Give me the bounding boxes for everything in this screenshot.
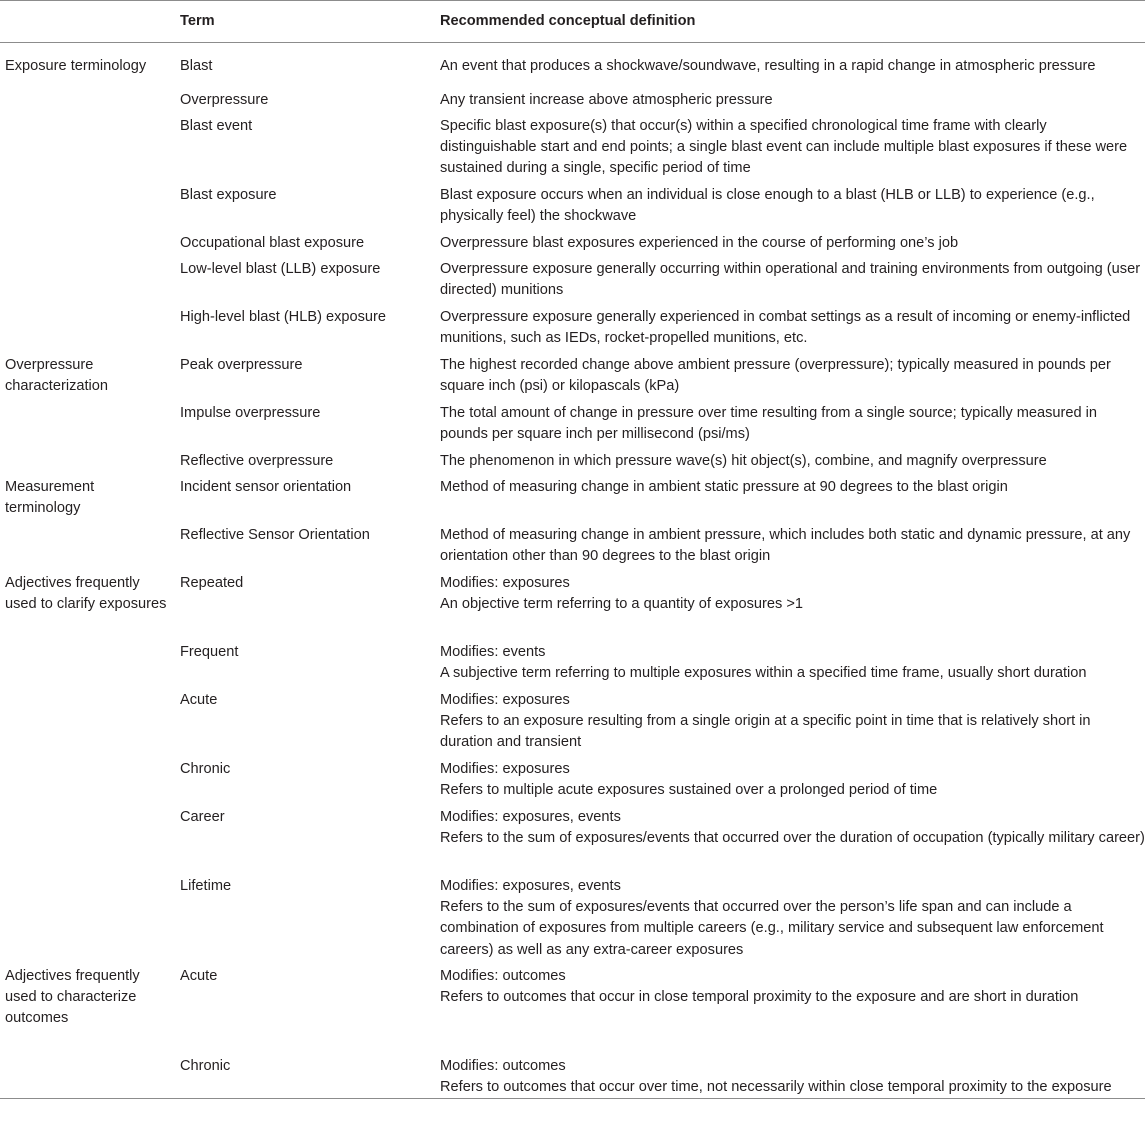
category-cell: Overpressure characterization [5, 356, 109, 394]
term-cell: Blast [180, 58, 213, 74]
table-row [0, 451, 1145, 477]
table-row [0, 90, 1145, 116]
term-cell: Low-level blast (LLB) exposure [180, 260, 381, 277]
term-cell: Chronic [180, 760, 231, 777]
definition-cell: Method of measuring change in ambient static pressure at 90 degrees to the blast origin [440, 478, 1008, 495]
header-definition: Recommended conceptual definition [440, 12, 696, 29]
term-cell: Blast event [180, 117, 253, 134]
category-cell [0, 525, 174, 573]
table-row [0, 307, 1145, 355]
table-row [0, 116, 1145, 185]
definition-cell: Method of measuring change in ambient pressure, which includes both static and dynamic pressure, at any orientation other than 90 degrees to the blast origin [440, 526, 1131, 564]
term-cell: Reflective Sensor Orientation [180, 526, 370, 543]
table-row [0, 233, 1145, 259]
category-cell: Exposure terminology [5, 58, 147, 74]
definition-cell: Modifies: exposures Refers to multiple acute exposures sustained over a prolonged period of time [440, 760, 938, 798]
definition-cell: The phenomenon in which pressure wave(s) hit object(s), combine, and magnify overpressure [440, 452, 1047, 469]
table-row [0, 403, 1145, 451]
category-cell: Adjectives frequently used to characterize outcomes [5, 967, 140, 1027]
term-cell: Acute [180, 691, 218, 708]
category-cell: Measurement terminology [5, 478, 95, 516]
definition-cell: Any transient increase above atmospheric pressure [440, 91, 773, 108]
table-row [0, 876, 1145, 966]
category-cell [0, 403, 174, 451]
definition-cell: Modifies: events A subjective term referring to multiple exposures within a specified time frame, usually short duration [440, 643, 1087, 681]
category-cell [0, 690, 174, 759]
header-term: Term [180, 12, 215, 29]
term-cell: Blast exposure [180, 186, 277, 203]
definition-cell: Blast exposure occurs when an individual is close enough to a blast (HLB or LLB) to experience (e.g., physically feel) the shockwave [440, 186, 1095, 224]
category-cell [0, 1056, 174, 1099]
table-row [0, 642, 1145, 690]
definition-cell: The highest recorded change above ambient pressure (overpressure); typically measured in pounds per square inch (psi) or kilopascals (kPa) [440, 356, 1111, 394]
category-cell [0, 876, 174, 966]
term-cell: Acute [180, 967, 218, 984]
category-cell [0, 307, 174, 355]
category-cell [0, 807, 174, 876]
definition-cell: Overpressure blast exposures experienced in the course of performing one’s job [440, 234, 959, 251]
table-row [0, 759, 1145, 807]
table-row [0, 259, 1145, 307]
table-body [0, 43, 1145, 1099]
definition-cell: Modifies: outcomes Refers to outcomes that occur over time, not necessarily within close temporal proximity to the exposure [440, 1057, 1112, 1095]
definition-cell: Overpressure exposure generally experienced in combat settings as a result of incoming or enemy-inflicted munitions, such as IEDs, rocket-propelled munitions, etc. [440, 308, 1131, 346]
table-row [0, 966, 1145, 1056]
table-row [0, 185, 1145, 233]
category-cell [0, 233, 174, 259]
category-cell [0, 642, 174, 690]
table-header [0, 1, 1145, 43]
definition-cell: Modifies: outcomes Refers to outcomes that occur in close temporal proximity to the exposure and are short in duration [440, 967, 1079, 1005]
category-cell: Adjectives frequently used to clarify exposures [5, 574, 167, 612]
table-row [0, 573, 1145, 642]
definition-cell: Modifies: exposures An objective term referring to a quantity of exposures >1 [440, 574, 804, 612]
table-row [0, 477, 1145, 525]
term-cell: Chronic [180, 1057, 231, 1074]
term-cell: Career [180, 808, 225, 825]
definition-cell: Specific blast exposure(s) that occur(s) within a specified chronological time frame with clearly distinguishable start and end points; a single blast event can include multiple blast exposures if these were sustained during a single, specific period of time [440, 117, 1128, 177]
definition-cell: Modifies: exposures, events Refers to the sum of exposures/events that occurred over the person’s life span and can include a combination of exposures from multiple careers (e.g., military service and subsequent law enforcement careers) as well as any extra-career exposures [440, 877, 1104, 958]
term-cell: Impulse overpressure [180, 404, 321, 421]
term-cell: Overpressure [180, 91, 269, 108]
definition-cell: The total amount of change in pressure over time resulting from a single source; typically measured in pounds per square inch per millisecond (psi/ms) [440, 404, 1098, 442]
term-cell: Repeated [180, 574, 244, 591]
definition-cell: Modifies: exposures, events Refers to the sum of exposures/events that occurred over the duration of occupation (typically military career) [440, 808, 1145, 846]
category-cell [0, 759, 174, 807]
term-cell: Peak overpressure [180, 356, 303, 373]
category-cell [0, 185, 174, 233]
table-row [0, 1056, 1145, 1099]
category-cell [0, 451, 174, 477]
table-row [0, 525, 1145, 573]
term-cell: Incident sensor orientation [180, 478, 352, 495]
table-row [0, 807, 1145, 876]
table-row [0, 690, 1145, 759]
term-cell: Frequent [180, 643, 239, 660]
category-cell [0, 90, 174, 116]
definition-cell: An event that produces a shockwave/soundwave, resulting in a rapid change in atmospheric pressure [440, 58, 1096, 74]
term-cell: High-level blast (HLB) exposure [180, 308, 387, 325]
definition-cell: Modifies: exposures Refers to an exposure resulting from a single origin at a specific point in time that is relatively short in duration and transient [440, 691, 1091, 751]
table-row [0, 43, 1145, 90]
category-cell [0, 116, 174, 185]
header-row [0, 1, 1145, 43]
category-cell [0, 259, 174, 307]
term-cell: Reflective overpressure [180, 452, 334, 469]
term-cell: Occupational blast exposure [180, 234, 365, 251]
term-cell: Lifetime [180, 877, 232, 894]
header-category [0, 1, 174, 43]
table-row [0, 355, 1145, 403]
definition-cell: Overpressure exposure generally occurring within operational and training environments from outgoing (user directed) munitions [440, 260, 1141, 298]
